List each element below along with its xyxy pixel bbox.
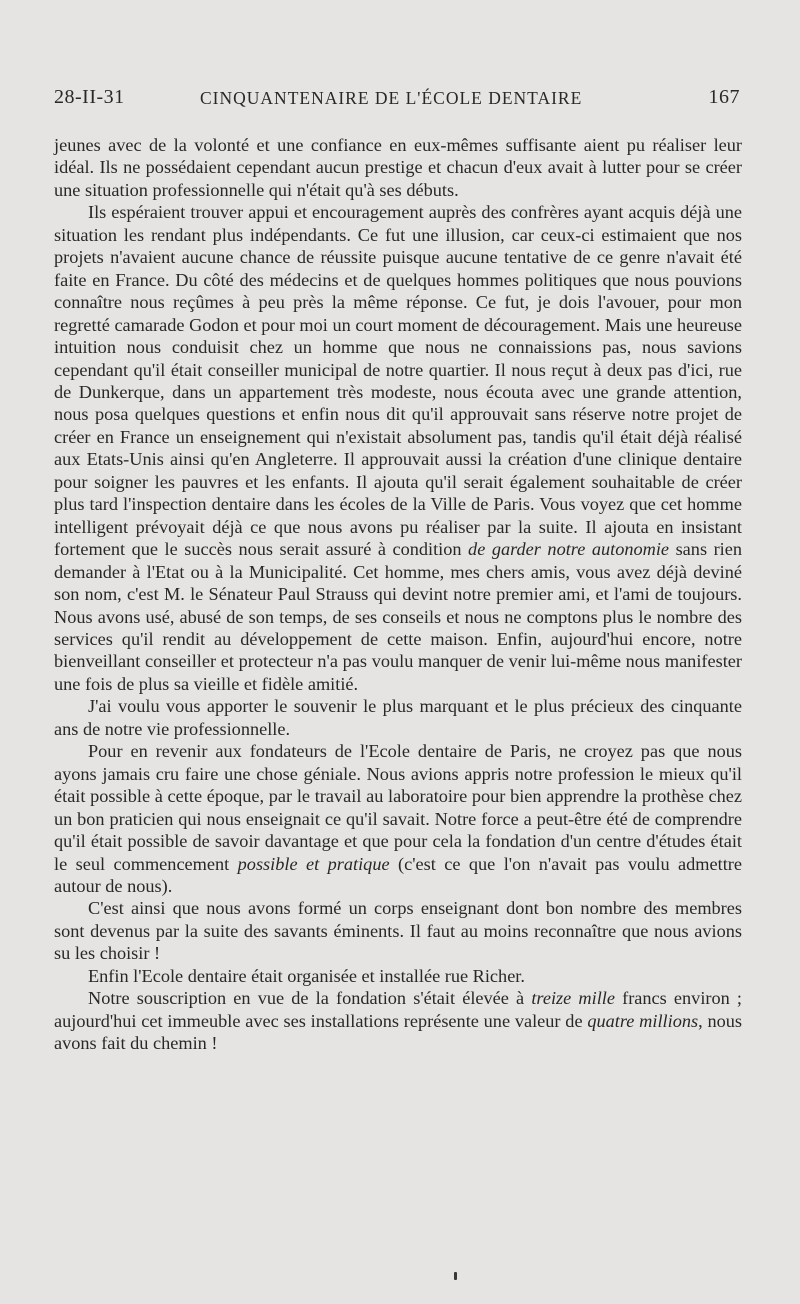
paragraph-2-text-b: sans rien demander à l'Etat ou à la Municipalité. Cet homme, mes chers amis, vous avez déjà deviné son nom, c'est M. le Sénateur Paul Strauss qui devint notre premier ami, et l'ami de toujours. Nous avons usé, abusé de son temps, de ses conseils et nous ne comptons plus le nombre des services qu'il rendit au développement de cette maison. Enfin, aujourd'hui encore, notre bienveillant conseiller et protecteur n'a pas voulu manquer de venir lui-même nous manifester une fois de plus sa vieille et fidèle amitié. (54, 539, 742, 694)
paragraph-5-text: C'est ainsi que nous avons formé un corps enseignant dont bon nombre des membres sont devenus par la suite des savants éminents. Il faut au moins reconnaître que nous avions su les choisir ! (54, 898, 742, 964)
paragraph-6 (54, 965, 742, 987)
paragraph-4-italic: possible et pratique (237, 853, 390, 874)
paragraph-4-text-b: (c'est ce que l'on n'avait pas voulu admettre autour de nous). (54, 853, 742, 896)
paragraph-7-text-c: , nous avons fait du chemin ! (54, 1010, 742, 1054)
paragraph-2-italic: de garder notre autonomie (468, 539, 670, 560)
ink-mark (454, 1272, 457, 1280)
paragraph-4 (54, 740, 742, 897)
paragraph-7-text-b: francs environ ; aujourd'hui cet immeuble avec ses installations représente une valeur de (54, 988, 742, 1031)
paragraph-6-text: Enfin l'Ecole dentaire était organisée et installée rue Richer. (88, 965, 525, 986)
paragraph-7-text-a: Notre souscription en vue de la fondation s'était élevée à (88, 988, 532, 1009)
paragraph-4-text-a: Pour en revenir aux fondateurs de l'Ecole dentaire de Paris, ne croyez pas que nous ayons jamais cru faire une chose géniale. Nous avions appris notre profession le mieux qu'il était possible à cette époque, par le travail au laboratoire pour bien apprendre la prothèse chez un bon praticien qui nous enseignait ce qu'il savait. Notre force a peut-être été de comprendre qu'il était possible de savoir davantage et que pour cela la fondation d'un centre d'études était le seul commencement (54, 741, 742, 874)
paragraph-7-italic-a: treize mille (531, 988, 615, 1009)
paragraph-5 (54, 897, 742, 964)
paragraph-1 (54, 134, 742, 201)
paragraph-1-text: jeunes avec de la volonté et une confiance en eux-mêmes suffisante aient pu réaliser leur idéal. Ils ne possédaient cependant aucun prestige et chacun d'eux avait à lutter pour se créer une situation professionnelle qui n'était qu'à ses débuts. (54, 135, 742, 200)
running-title: CINQUANTENAIRE DE L'ÉCOLE DENTAIRE (200, 88, 583, 108)
paragraph-3-text: J'ai voulu vous apporter le souvenir le plus marquant et le plus précieux des cinquante ans de notre vie professionnelle. (54, 696, 742, 739)
paragraph-2 (54, 201, 742, 695)
body-text (54, 134, 742, 1055)
header-date: 28-II-31 (54, 86, 125, 108)
paragraph-7-italic-b: quatre millions (587, 1010, 699, 1031)
page-header (54, 86, 740, 116)
paragraph-3 (54, 695, 742, 740)
page-number: 167 (708, 86, 740, 108)
paragraph-7 (54, 987, 742, 1054)
paragraph-2-text-a: Ils espéraient trouver appui et encouragement auprès des confrères ayant acquis déjà une situation les rendant plus indépendants. Ce fut une illusion, car ceux-ci estimaient que nos projets n'avaient aucune chance de réussite puisque aucune tentative de ce genre n'avait été faite en France. Du côté des médecins et de quelques hommes politiques que nous pouvions connaître nous reçûmes à peu près la même réponse. Ce fut, je dois l'avouer, pour mon regretté camarade Godon et pour moi un court moment de découragement. Mais une heureuse intuition nous conduisit chez un homme que nous ne connaissions pas, nous savions cependant qu'il était conseiller municipal de notre quartier. Il nous reçut à deux pas d'ici, rue de Dunkerque, dans un appartement très modeste, nous écouta avec une grande attention, nous posa quelques questions et enfin nous dit qu'il approuvait sans réserve notre projet de créer en France un enseignement qui n'existait absolument pas, tandis qu'il était déjà réalisé aux Etats-Unis ainsi qu'en Angleterre. Il approuvait aussi la création d'une clinique dentaire pour soigner les pauvres et les enfants. Il ajouta qu'il serait également souhaitable de créer plus tard l'inspection dentaire dans les écoles de la Ville de Paris. Vous voyez que cet homme intelligent prévoyait déjà ce que nous avons pu réaliser par la suite. Il ajouta en insistant fortement que le succès nous serait assuré à condition (54, 202, 742, 560)
